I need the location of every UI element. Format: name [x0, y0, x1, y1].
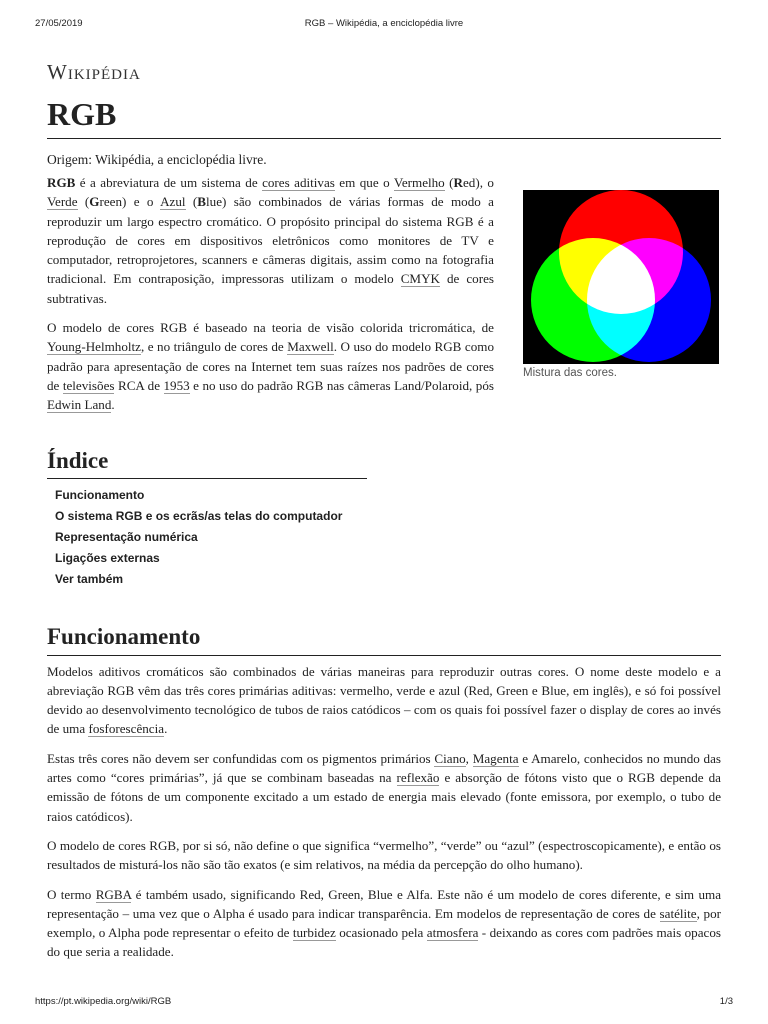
intro-paragraph-1: [47, 173, 494, 308]
link-vermelho[interactable]: Vermelho: [393, 175, 445, 190]
text: ocasionado pela: [335, 925, 427, 941]
text: e absorção de fótons visto que o RGB depende da emissão de fótons de um componente excitado a um estado de energia mais elevado (fonte emissora, por exemplo, o tubo de raios catódicos).: [47, 770, 721, 824]
link-young-helmholtz[interactable]: Young-Helmholtz: [47, 339, 141, 355]
print-page-number: 1/3: [719, 996, 733, 1007]
toc-item-ligacoes-externas[interactable]: Ligações externas: [55, 550, 160, 565]
wikipedia-wordmark: Wikipédia: [47, 60, 141, 84]
link-azul[interactable]: Azul: [160, 194, 186, 210]
text: O termo: [47, 886, 96, 902]
text: é também usado, significando Red, Green, Blue e Alfa. Este não é um modelo de cores diferente, e sim uma representação – uma vez que o Alpha é usado para indicar transparência. Em modelos de representação de cores de: [47, 886, 722, 921]
blue-circle: [587, 238, 711, 362]
toc-item-ver-tambem[interactable]: Ver também: [55, 571, 124, 586]
page-title: RGB: [47, 94, 721, 139]
toc-item-sistema-rgb[interactable]: O sistema RGB e os ecrãs/as telas do computador: [55, 508, 343, 523]
text: ,: [465, 750, 473, 766]
print-page-title: RGB – Wikipédia, a enciclopédia livre: [304, 18, 464, 29]
figure-caption: Mistura das cores.: [523, 367, 617, 379]
link-1953[interactable]: 1953: [163, 377, 190, 393]
link-cmyk[interactable]: CMYK: [400, 271, 440, 287]
section-paragraph-4: [47, 885, 721, 962]
text: O modelo de cores RGB é baseado na teoria de visão colorida tricromática, de: [47, 320, 494, 336]
section-paragraph-2: [47, 749, 721, 826]
intro-paragraph-2: [47, 318, 494, 414]
text: - deixando as cores com padrões mais opacos do que seria a realidade.: [47, 925, 721, 960]
text: ed), o: [463, 175, 494, 190]
link-verde[interactable]: Verde: [47, 194, 78, 210]
text: (: [185, 194, 198, 210]
text: (: [77, 194, 90, 210]
print-header: [0, 18, 768, 32]
text: e no uso do padrão RGB nas câmeras Land/Polaroid, pós: [189, 377, 494, 393]
link-atmosfera[interactable]: atmosfera: [426, 925, 479, 941]
bold-letter: R: [453, 175, 463, 190]
text: . O uso do modelo RGB como padrão para apresentação de cores na Internet tem suas raízes nos padrões de cores de: [47, 339, 494, 393]
print-footer: [0, 996, 768, 1010]
section-paragraph-3: [47, 836, 721, 875]
bold-letter: B: [197, 194, 207, 210]
link-fosforescencia[interactable]: fosforescência: [88, 721, 165, 737]
link-cores-aditivas[interactable]: cores aditivas: [262, 175, 335, 190]
link-televisoes[interactable]: televisões: [62, 377, 115, 393]
link-maxwell[interactable]: Maxwell: [287, 339, 334, 355]
rgb-mixing-figure: [523, 190, 719, 379]
text: em que o: [334, 175, 394, 190]
text: O modelo de cores RGB, por si só, não define o que significa “vermelho”, “verde” ou “azul” (espectroscopicamente), e então os resultados de misturá-los não são tão exatos (e sim relativos, na média da percepção do olho humano).: [47, 837, 721, 873]
text: .: [111, 397, 115, 413]
text: Modelos aditivos cromáticos são combinados de várias maneiras para reproduzir outras cores. O nome deste modelo e a abreviação RGB vêm das três cores primárias aditivas: vermelho, verde e azul (Red, Green e Blue, em inglês), e só foi possível devido ao desenvolvimento tecnológico de tubos de raios catódicos – com os quais foi possível fazer o display de cores ao invés de uma: [47, 663, 721, 737]
link-magenta[interactable]: Magenta: [472, 750, 519, 766]
link-ciano[interactable]: Ciano: [434, 750, 466, 766]
text: , e no triângulo de cores de: [140, 339, 288, 355]
link-rgba[interactable]: RGBA: [95, 886, 132, 902]
text: RCA de: [114, 377, 164, 393]
section-title-funcionamento: Funcionamento: [47, 622, 721, 656]
link-reflexao[interactable]: reflexão: [396, 770, 440, 786]
bold-term: RGB: [47, 175, 76, 190]
origin-line: Origem: Wikipédia, a enciclopédia livre.: [47, 152, 267, 167]
article: [47, 58, 721, 972]
link-satelite[interactable]: satélite: [659, 905, 697, 921]
text: é a abreviatura de um sistema de: [75, 175, 263, 190]
toc-item-funcionamento[interactable]: Funcionamento: [55, 487, 145, 502]
section-paragraph-1: [47, 662, 721, 739]
text: Estas três cores não devem ser confundidas com os pigmentos primários: [47, 750, 435, 766]
link-turbidez[interactable]: turbidez: [292, 925, 336, 941]
toc-title: Índice: [47, 447, 367, 479]
table-of-contents: [47, 447, 367, 590]
print-date: 27/05/2019: [35, 18, 83, 29]
toc-item-representacao-numerica[interactable]: Representação numérica: [55, 529, 198, 544]
toc-list: [55, 485, 367, 590]
bold-letter: G: [89, 194, 100, 210]
text: (: [444, 175, 454, 190]
link-edwin-land[interactable]: Edwin Land: [47, 397, 112, 413]
print-url: https://pt.wikipedia.org/wiki/RGB: [35, 996, 172, 1007]
text: de cores subtrativas.: [47, 271, 494, 306]
text: .: [164, 721, 168, 737]
text: e Amarelo, conhecidos no mundo das artes como “cores primárias”, já que se combinam baseadas na: [47, 750, 721, 786]
rgb-venn-image[interactable]: [523, 190, 719, 364]
text: lue) são combinados de várias formas de modo a reproduzir um largo espectro cromático. O propósito principal do sistema RGB é a reprodução de cores em dispositivos eletrônicos como monitores de TV e computador, retroprojetores, scanners e câmeras digitais, assim como na fotografia tradicional. Em contraposição, impressoras utilizam o modelo: [47, 194, 494, 287]
text: , por exemplo, o Alpha pode representar o efeito de: [47, 905, 721, 941]
text: reen) e o: [99, 194, 161, 210]
